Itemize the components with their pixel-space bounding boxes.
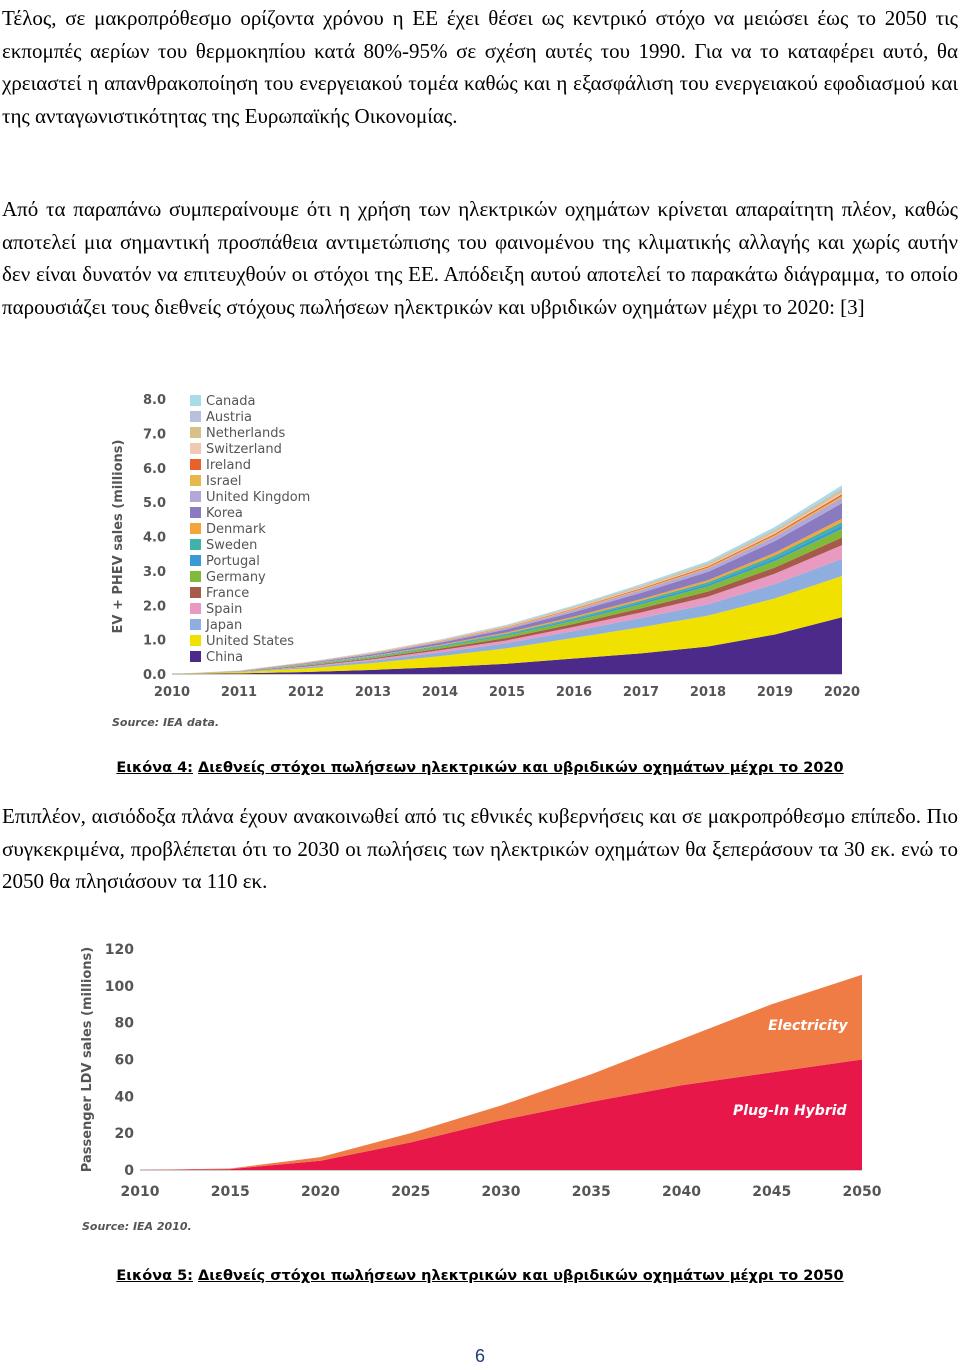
y-tick-label: 0.0 [142, 668, 166, 683]
y-tick-label: 20 [114, 1126, 134, 1143]
legend-label-denmark: Denmark [206, 522, 266, 537]
y-axis-label: Passenger LDV sales (millions) [80, 946, 95, 1173]
legend-label-portugal: Portugal [206, 554, 260, 569]
y-tick-label: 40 [114, 1089, 134, 1106]
y-tick-label: 60 [114, 1052, 134, 1069]
y-tick-label: 120 [104, 942, 134, 958]
x-tick-label: 2035 [571, 1184, 611, 1200]
x-tick-label: 2020 [823, 685, 861, 700]
series-label-electricity: Electricity [768, 1018, 848, 1035]
y-tick-label: 8.0 [142, 393, 166, 408]
y-tick-label: 4.0 [142, 530, 166, 546]
legend-label-france: France [206, 586, 250, 601]
x-tick-label: 2019 [756, 685, 794, 700]
y-tick-label: 6.0 [142, 461, 166, 477]
x-tick-label: 2012 [287, 685, 325, 700]
x-tick-label: 2010 [120, 1184, 160, 1200]
y-tick-label: 5.0 [142, 496, 166, 512]
legend-label-ireland: Ireland [206, 458, 251, 473]
y-axis-label: EV + PHEV sales (millions) [111, 439, 126, 634]
legend-label-korea: Korea [206, 506, 243, 521]
legend-label-germany: Germany [206, 570, 266, 585]
figure-5-caption-text: Διεθνείς στόχοι πωλήσεων ηλεκτρικών και υβριδικών οχημάτων μέχρι το 2050 [198, 1268, 844, 1284]
y-tick-label: 7.0 [142, 427, 166, 443]
figure-4-caption-text: Διεθνείς στόχοι πωλήσεων ηλεκτρικών και υβριδικών οχημάτων μέχρι το 2020 [198, 760, 844, 776]
x-tick-label: 2015 [488, 685, 526, 700]
y-tick-label: 2.0 [142, 599, 166, 615]
x-tick-label: 2018 [689, 685, 727, 700]
paragraph-conclusion: Από τα παραπάνω συμπεραίνουμε ότι η χρήση των ηλεκτρικών οχημάτων κρίνεται απαραίτητη πλέον, καθώς αποτελεί μια σημαντική προσπάθεια αντιμετώπισης του φαινομένου της κλιματικής αλλαγής και χωρίς αυτήν δεν είναι δυνατόν να επιτευχθούν οι στόχοι της ΕΕ. Απόδειξη αυτού αποτελεί το παρακάτω διάγραμμα, το οποίο παρουσιάζει τους διεθνείς στόχους πωλήσεων ηλεκτρικών και υβριδικών οχημάτων μέχρι το 2020: [3] [2, 197, 958, 319]
figure-5-caption-label: Εικόνα 5: [116, 1268, 193, 1284]
x-tick-label: 2020 [301, 1184, 340, 1200]
legend-label-china: China [206, 650, 244, 665]
figure-5-caption [0, 1268, 960, 1284]
y-tick-label: 100 [104, 978, 134, 995]
x-tick-label: 2025 [391, 1184, 431, 1200]
x-tick-label: 2030 [481, 1184, 521, 1200]
y-tick-label: 80 [114, 1015, 134, 1032]
x-tick-label: 2040 [662, 1184, 701, 1200]
legend-label-sweden: Sweden [206, 538, 258, 553]
x-tick-label: 2015 [210, 1184, 250, 1200]
legend-label-canada: Canada [206, 394, 256, 409]
legend-label-switzerland: Switzerland [206, 442, 282, 457]
legend-label-japan: Japan [206, 618, 243, 633]
figure-4-caption-label: Εικόνα 4: [116, 760, 193, 776]
legend-label-israel: Israel [206, 474, 242, 489]
series-label-plug-in-hybrid: Plug-In Hybrid [733, 1102, 847, 1119]
y-tick-label: 1.0 [142, 633, 166, 649]
legend-label-united-kingdom: United Kingdom [206, 490, 311, 505]
y-tick-label: 0 [124, 1163, 134, 1179]
source-note: Source: IEA 2010. [82, 1220, 192, 1233]
x-tick-label: 2014 [421, 685, 459, 700]
x-tick-label: 2013 [354, 685, 392, 700]
y-tick-label: 3.0 [142, 564, 166, 580]
legend-label-netherlands: Netherlands [206, 426, 286, 441]
legend-label-austria: Austria [206, 410, 252, 425]
paragraph-intro: Τέλος, σε μακροπρόθεσμο ορίζοντα χρόνου η ΕΕ έχει θέσει ως κεντρικό στόχο να μειώσει έως το 2050 τις εκπομπές αερίων του θερμοκηπίου κατά 80%-95% σε σχέση αυτές του 1990. Για να το καταφέρει αυτό, θα χρειαστεί η απανθρακοποίηση του ενεργειακού τομέα καθώς και η εξασφάλιση του ενεργειακού εφοδιασμού και της ανταγωνιστικότητας της Ευρωπαϊκής Οικονομίας. [2, 6, 958, 128]
x-tick-label: 2016 [555, 685, 593, 700]
source-note: Source: IEA data. [112, 716, 220, 729]
page-number: 6 [474, 1346, 485, 1366]
legend-label-united-states: United States [206, 634, 295, 649]
x-tick-label: 2011 [220, 685, 258, 700]
paragraph-long-term: Επιπλέον, αισιόδοξα πλάνα έχουν ανακοινωθεί από τις εθνικές κυβερνήσεις και σε μακροπρόθεσμο επίπεδο. Πιο συγκεκριμένα, προβλέπεται ότι το 2030 οι πωλήσεις των ηλεκτρικών οχημάτων θα ξεπεράσουν τα 30 εκ. ενώ το 2050 θα πλησιάσουν τα 110 εκ. [2, 804, 958, 893]
x-tick-label: 2050 [842, 1184, 882, 1200]
x-tick-label: 2017 [622, 685, 660, 700]
x-tick-label: 2010 [153, 685, 191, 700]
x-tick-label: 2045 [752, 1184, 792, 1200]
legend-label-spain: Spain [206, 602, 243, 617]
